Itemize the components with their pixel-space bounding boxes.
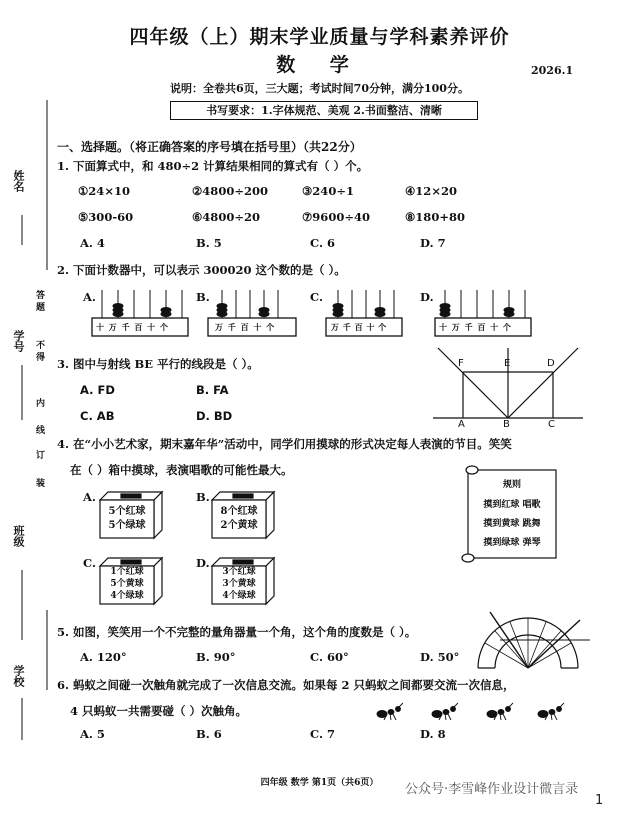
school-label: 学校 [12, 665, 25, 687]
box-b-letter: B. [196, 490, 210, 504]
ant-icon [538, 703, 564, 720]
student-id-label: 学号 [12, 330, 25, 352]
q1-option-b: B. 5 [196, 236, 222, 250]
page-number: 1 [595, 793, 604, 808]
q3-option-b: B. FA [196, 383, 229, 397]
q6-option-a: A. 5 [80, 727, 105, 741]
abacus-d-letter: D. [420, 290, 434, 304]
abacus-c-places: 万 千 百 十 个 [331, 322, 387, 332]
binding-text-4: 线 [34, 425, 44, 434]
watermark: 公众号·李雪峰作业设计微言录 [405, 782, 579, 797]
binding-text-5: 订 [34, 450, 44, 459]
q1-option-c: C. 6 [310, 236, 335, 250]
abacus-c-letter: C. [310, 290, 323, 304]
abacus-d-places: 十 万 千 百 十 个 [439, 322, 511, 332]
q5-option-c: C. 60° [310, 650, 349, 664]
ant-icon [487, 703, 513, 720]
q5-option-b: B. 90° [196, 650, 236, 664]
point-c: C [548, 419, 555, 430]
rules-title: 规则 [502, 480, 521, 490]
question-1: 1. 下面算式中，和 480÷2 计算结果相同的算式有（ ）个。 [57, 159, 369, 173]
class-label: 班级 [12, 525, 25, 547]
abacus-a-letter: A. [83, 290, 96, 304]
box-d-letter: D. [196, 556, 210, 570]
box-c-contents: 1个红球 5个黄球 4个绿球 [110, 567, 144, 601]
q6-option-c: C. 7 [310, 727, 335, 741]
rules-list: 摸到红球 唱歌 摸到黄球 跳舞 摸到绿球 弹琴 [483, 500, 541, 548]
q1-item: ②4800÷200 [192, 184, 268, 198]
q6-option-b: B. 6 [196, 727, 222, 741]
abacus-b-letter: B. [196, 290, 210, 304]
point-e: E [504, 358, 511, 369]
section-heading: 一、选择题。（将正确答案的序号填在括号里）（共22分） [57, 140, 362, 154]
q1-option-a: A. 4 [80, 236, 105, 250]
question-4-line-2: 在（ ）箱中摸球，表演唱歌的可能性最大。 [70, 463, 293, 477]
q5-option-d: D. 50° [420, 650, 460, 664]
q1-option-d: D. 7 [420, 236, 446, 250]
question-3: 3. 图中与射线 BE 平行的线段是（ ）。 [57, 357, 259, 371]
q1-item: ⑥4800÷20 [192, 210, 260, 224]
binding-text-6: 装 [34, 478, 44, 487]
box-c-letter: C. [83, 556, 96, 570]
q3-option-d: D. BD [196, 409, 233, 423]
q1-item: ⑤300-60 [78, 210, 134, 224]
box-b-contents: 8个红球 2个黄球 [220, 506, 258, 531]
point-f: F [458, 358, 464, 369]
q1-item: ⑧180+80 [405, 210, 465, 224]
box-a-contents: 5个红球 5个绿球 [108, 506, 146, 531]
box-a-letter: A. [83, 490, 96, 504]
exam-note: 说明：全卷共6页，三大题；考试时间70分钟，满分100分。 [170, 82, 469, 95]
box-d-contents: 3个红球 3个黄球 4个绿球 [222, 567, 256, 601]
binding-text-2: 不 得 [34, 340, 44, 362]
page-title: 四年级（上）期末学业质量与学科素养评价 [129, 26, 510, 48]
q3-option-c: C. AB [80, 409, 115, 423]
question-2: 2. 下面计数器中，可以表示 300020 这个数的是（ ）。 [57, 263, 346, 277]
point-b: B [503, 419, 510, 430]
question-4-line-1: 4. 在“小小艺术家，期末嘉年华”活动中，同学们用摸球的形式决定每人表演的节目。笑笑 [57, 437, 512, 451]
question-5: 5. 如图，笑笑用一个不完整的量角器量一个角，这个角的度数是（ ）。 [57, 625, 417, 639]
q1-item: ④12×20 [405, 184, 457, 198]
binding-text-1: 答 题 [34, 290, 44, 312]
name-label: 姓名 [12, 170, 25, 192]
ant-icon [377, 703, 403, 720]
q3-option-a: A. FD [80, 383, 115, 397]
page-footer: 四年级 数学 第1页（共6页） [260, 778, 379, 788]
point-a: A [458, 419, 465, 430]
subject-title: 数 学 [276, 54, 363, 76]
q5-option-a: A. 120° [80, 650, 127, 664]
q1-item: ①24×10 [78, 184, 130, 198]
ant-icon [432, 703, 458, 720]
q1-item: ⑦9600÷40 [302, 210, 370, 224]
q6-option-d: D. 8 [420, 727, 446, 741]
point-d: D [547, 358, 555, 369]
binding-text-3: 内 [34, 398, 44, 407]
abacus-b-places: 万 千 百 十 个 [215, 322, 275, 332]
writing-requirement: 书写要求：1.字体规范、美观 2.书面整洁、清晰 [170, 101, 478, 120]
question-6-line-1: 6. 蚂蚁之间碰一次触角就完成了一次信息交流。如果每 2 只蚂蚁之间都要交流一次信息， [57, 678, 515, 692]
question-6-line-2: 4 只蚂蚁一共需要碰（ ）次触角。 [70, 704, 248, 718]
abacus-a-places: 十 万 千 百 十 个 [96, 322, 168, 332]
exam-date: 2026.1 [531, 64, 574, 77]
q1-item: ③240÷1 [302, 184, 354, 198]
